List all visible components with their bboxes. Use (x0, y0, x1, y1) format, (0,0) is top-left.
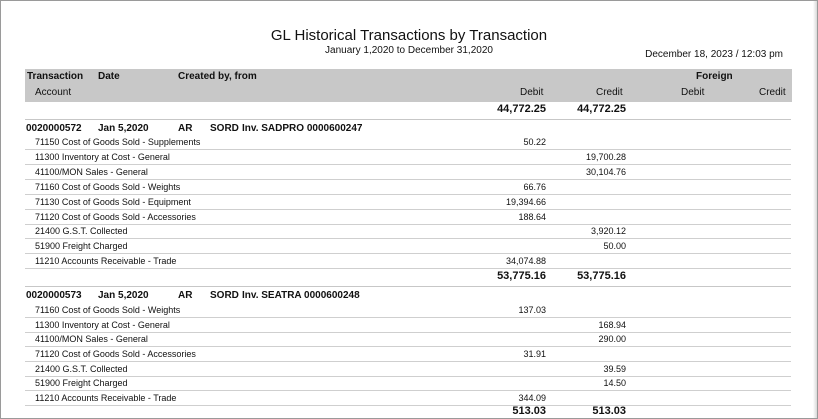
col-created-by: Created by, from (178, 71, 257, 82)
section-divider (25, 119, 791, 120)
column-header-band (25, 69, 792, 102)
list-item (1, 210, 817, 225)
list-item (1, 362, 817, 377)
line-account: 71160 Cost of Goods Sold - Weights (35, 305, 181, 315)
list-item (1, 303, 817, 318)
line-account: 21400 G.S.T. Collected (35, 226, 128, 236)
col-debit: Debit (520, 87, 544, 98)
list-item (1, 347, 817, 362)
list-item (1, 332, 817, 347)
transaction-total-debit: 513.03 (512, 405, 546, 417)
line-debit: 188.64 (518, 212, 546, 222)
line-debit: 344.09 (518, 393, 546, 403)
report-title: GL Historical Transactions by Transaction (270, 27, 548, 44)
line-account: 11300 Inventory at Cost - General (35, 320, 170, 330)
list-item (1, 195, 817, 210)
col-foreign-debit: Debit (681, 87, 705, 98)
line-credit: 30,104.76 (585, 167, 626, 177)
report-date-range: January 1,2020 to December 31,2020 (325, 45, 493, 56)
line-debit: 137.03 (518, 305, 546, 315)
line-account: 51900 Freight Charged (35, 378, 128, 388)
line-debit: 31.91 (523, 349, 546, 359)
transaction-total-credit: 513.03 (592, 405, 626, 417)
line-account: 71120 Cost of Goods Sold - Accessories (35, 212, 196, 222)
list-item (1, 180, 817, 195)
col-credit: Credit (596, 87, 623, 98)
list-item (1, 376, 817, 391)
line-credit: 39.59 (603, 364, 626, 374)
transaction-date: Jan 5,2020 (98, 123, 149, 134)
line-account: 11210 Accounts Receivable - Trade (35, 256, 177, 266)
line-debit: 19,394.66 (505, 197, 546, 207)
transaction-reference: Inv. SADPRO 0000600247 (242, 123, 363, 134)
transaction-date: Jan 5,2020 (98, 290, 149, 301)
col-transaction: Transaction (27, 71, 84, 82)
col-foreign: Foreign (696, 71, 733, 82)
line-account: 71150 Cost of Goods Sold - Supplements (35, 137, 201, 147)
line-account: 21400 G.S.T. Collected (35, 364, 128, 374)
transaction-source: SORD (210, 123, 239, 134)
line-debit: 66.76 (523, 182, 546, 192)
line-account: 71130 Cost of Goods Sold - Equipment (35, 197, 191, 207)
list-item (1, 318, 817, 333)
grand-total-credit: 44,772.25 (577, 103, 626, 115)
transaction-source: SORD (210, 290, 239, 301)
transaction-total-debit: 53,775.16 (497, 270, 546, 282)
transaction-total-credit: 53,775.16 (577, 270, 626, 282)
line-account: 41100/MON Sales - General (35, 167, 148, 177)
transaction-total-row (1, 270, 817, 284)
line-account: 71120 Cost of Goods Sold - Accessories (35, 349, 196, 359)
col-account: Account (35, 87, 72, 98)
line-rule (25, 268, 791, 269)
grand-total-debit: 44,772.25 (497, 103, 546, 115)
list-item (1, 254, 817, 269)
line-credit: 14.50 (603, 378, 626, 388)
line-debit: 50.22 (523, 137, 546, 147)
line-credit: 50.00 (603, 241, 626, 251)
transaction-module: AR (178, 123, 193, 134)
col-foreign-credit: Credit (759, 87, 786, 98)
grand-total-row (1, 103, 817, 117)
line-account: 51900 Freight Charged (35, 241, 128, 251)
line-account: 41100/MON Sales - General (35, 334, 148, 344)
list-item (1, 239, 817, 254)
transaction-total-row (1, 405, 817, 419)
list-item (1, 135, 817, 150)
line-credit: 19,700.28 (585, 152, 626, 162)
printed-timestamp: December 18, 2023 / 12:03 pm (645, 49, 783, 60)
line-account: 11210 Accounts Receivable - Trade (35, 393, 177, 403)
line-debit: 34,074.88 (505, 256, 546, 266)
line-credit: 290.00 (598, 334, 626, 344)
line-account: 71160 Cost of Goods Sold - Weights (35, 182, 181, 192)
line-credit: 3,920.12 (590, 226, 626, 236)
transaction-reference: Inv. SEATRA 0000600248 (242, 290, 360, 301)
transaction-number: 0020000572 (26, 123, 82, 134)
transaction-module: AR (178, 290, 193, 301)
transaction-number: 0020000573 (26, 290, 82, 301)
list-item (1, 391, 817, 406)
col-date: Date (98, 71, 120, 82)
list-item (1, 224, 817, 239)
line-credit: 168.94 (598, 320, 626, 330)
section-divider (25, 286, 791, 287)
list-item (1, 165, 817, 180)
line-account: 11300 Inventory at Cost - General (35, 152, 170, 162)
list-item (1, 150, 817, 165)
